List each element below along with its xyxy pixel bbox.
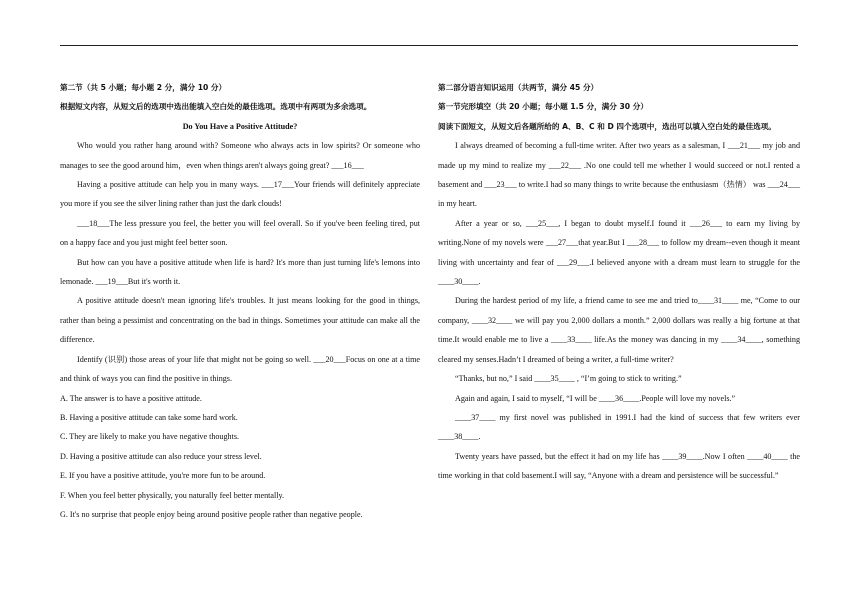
option-e: E. If you have a positive attitude, you're more fun to be around. (60, 471, 266, 481)
paragraph: Twenty years have passed, but the effect it had on my life has ____39____.Now I often ____40____ the time working in that cold basement.I will say, “Anyone with a dream and persistence will be successful.” (438, 451, 800, 481)
option-c: C. They are likely to make you have negative thoughts. (60, 432, 239, 442)
paragraph: Having a positive attitude can help you in many ways. ___17___Your friends will definitely appreciate you more if you see the silver lining rather than just the dark clouds! (60, 180, 420, 209)
paragraph: During the hardest period of my life, a friend came to see me and tried to____31____ me, “Come to our company, ____32____ we will pay you 2,000 dollars a month.” 2,000 dollars was really a big fortune at that time.It would enable me to live a ____33____ life.As the money was dancing in my ____34____, something cleared my senses.Hadn’t I dreamed of being a writer, a full-time writer? (438, 296, 800, 364)
option-b: B. Having a positive attitude can take some hard work. (60, 412, 238, 422)
instructions: 根据短文内容，从短文后的选项中选出能填入空白处的最佳选项。选项中有两项为多余选项。 (60, 102, 372, 112)
option-d: D. Having a positive attitude can also reduce your stress level. (60, 451, 262, 461)
paragraph: Who would you rather hang around with? Someone who always acts in low spirits? Or someone who manages to see the good around him，even when things aren't always going great? ___16___ (60, 141, 420, 170)
option-a: A. The answer is to have a positive attitude. (60, 393, 202, 403)
paragraph: Again and again, I said to myself, “I will be ____36____.People will love my novels.” (455, 393, 736, 403)
paragraph: ____37____ my first novel was published in 1991.I had the kind of success that few writers ever ____38____. (438, 412, 800, 442)
paragraph: ___18___The less pressure you feel, the better you will feel overall. So if you've been feeling tired, put on a happy face and you just might feel better soon. (60, 218, 420, 248)
instructions: 阅读下面短文，从短文后各题所给的 A、B、C 和 D 四个选项中，选出可以填入空白处的最佳选项。 (438, 121, 776, 131)
section-title: 第二节（共 5 小题；每小题 2 分，满分 10 分） (60, 83, 227, 92)
paragraph: “Thanks, but no,” I said ____35____ , “I’m going to stick to writing.” (455, 374, 682, 384)
part-title: 第二部分语言知识运用（共两节，满分 45 分） (438, 83, 599, 92)
paragraph: Identify (识别) those areas of your life that might not be going so well. ___20___Focus on one at a time and think of ways you can find the positive in things. (60, 354, 420, 384)
paragraph: I always dreamed of becoming a full-time writer. After two years as a salesman, I ___21___ my job and made up my mind to realize my ___22___ .No one could tell me whether I would succeed or not.I rented a basement and ___23___ to write.I had so many things to write because the enthusiasm（热情） was ___24___ in my heart. (438, 141, 800, 209)
section-title: 第一节完形填空（共 20 小题；每小题 1.5 分，满分 30 分） (438, 102, 648, 112)
paragraph: A positive attitude doesn't mean ignoring life's troubles. It just means looking for the good in things, rather than being a pessimist and concentrating on the bad in things. Sometimes your attitude can make all the difference. (60, 296, 420, 345)
passage-title: Do You Have a Positive Attitude? (182, 121, 298, 131)
option-g: G. It's no surprise that people enjoy being around positive people rather than negative people. (60, 509, 363, 519)
right-column (438, 78, 800, 486)
paragraph: After a year or so, ___25___, I began to doubt myself.I found it ___26___ to earn my living by writing.None of my novels were ___27___that year.But I ___28___ to follow my dream--even though it meant living with uncertainty and fear of ___29___.I believed anyone with a dream must learn to struggle for the ____30____. (438, 218, 800, 287)
left-column (60, 78, 420, 524)
option-f: F. When you feel better physically, you naturally feel better mentally. (60, 490, 285, 500)
paragraph: But how can you have a positive attitude when life is hard? It's more than just turning life's lemons into lemonade. ___19___But it's worth it. (60, 257, 420, 287)
top-rule (60, 45, 798, 46)
